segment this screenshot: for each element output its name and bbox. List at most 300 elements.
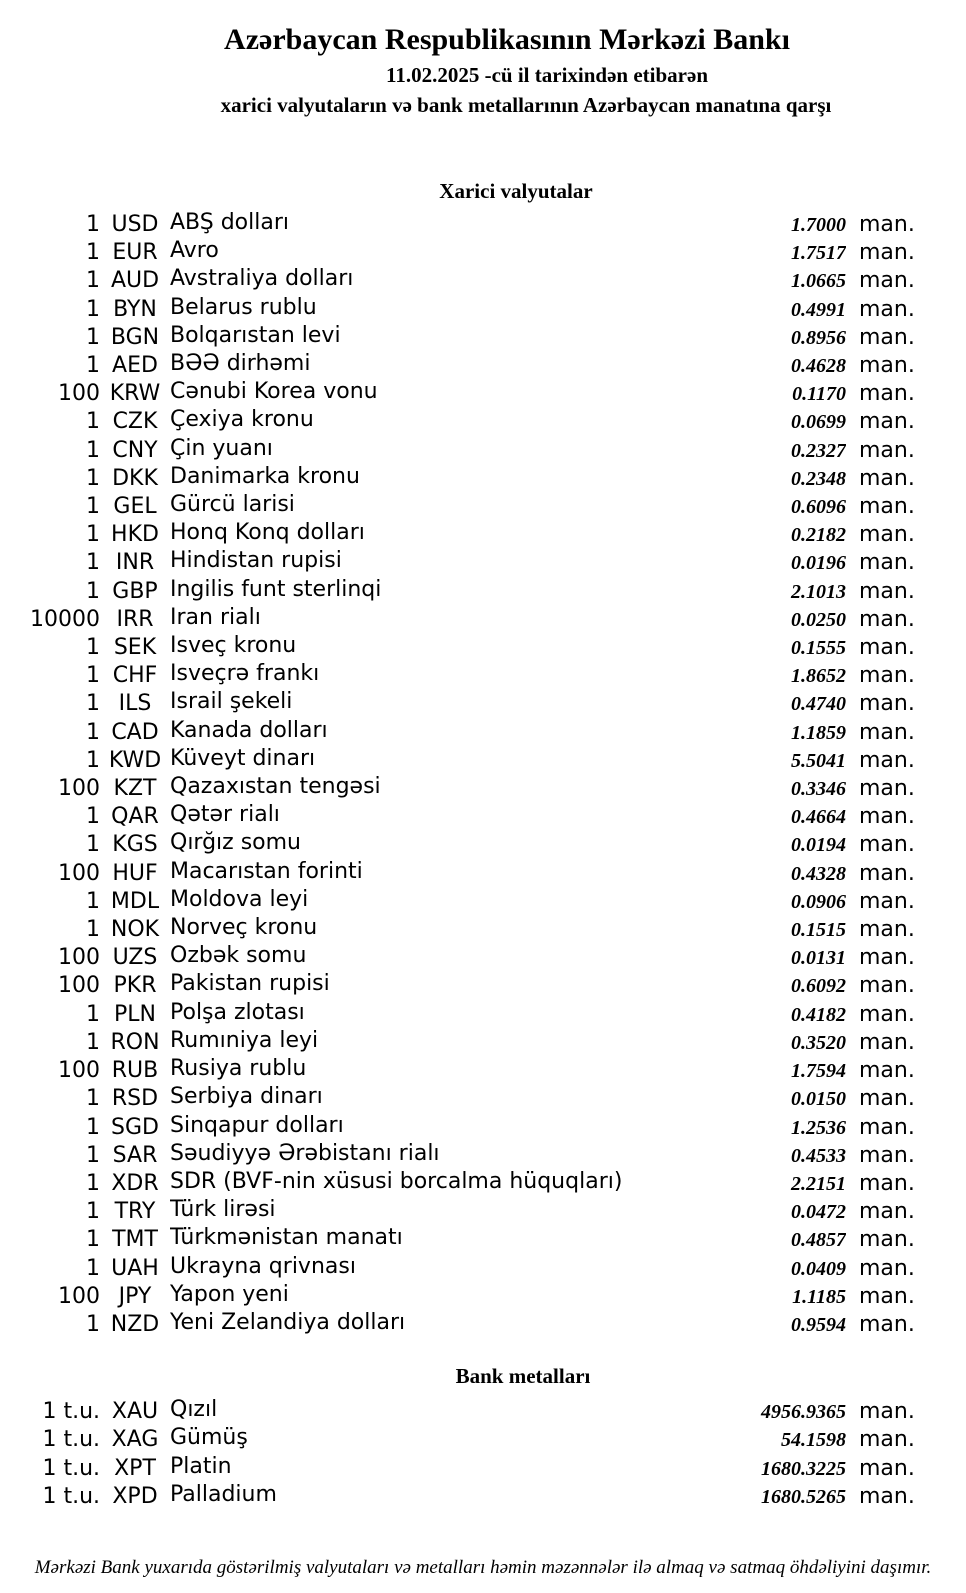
rate-value-cell: 0.2182 (791, 524, 846, 547)
currency-row (0, 1198, 966, 1226)
rate-value-cell: 1.0665 (791, 270, 846, 293)
rate-value-cell: 0.4664 (791, 806, 846, 829)
quantity-cell: 1 (86, 465, 100, 491)
currency-name-cell (170, 239, 670, 267)
manat-unit-cell: man. (859, 1255, 915, 1281)
currency-row (0, 944, 966, 972)
rate-value-cell: 0.0150 (791, 1088, 846, 1111)
currency-name: Avstraliya dolları (170, 267, 354, 292)
currency-name: BƏƏ dirhəmi (170, 352, 311, 377)
rate-value-cell: 0.4328 (791, 862, 846, 885)
rate-value-cell: 0.4857 (791, 1229, 846, 1252)
manat-unit-cell: man. (859, 296, 915, 322)
rate-value-cell: 2.1013 (791, 580, 846, 603)
quantity-cell: 1 (86, 804, 100, 830)
currency-name-cell (170, 831, 670, 859)
quantity-cell: 1 (86, 409, 100, 435)
currency-name: Kanada dolları (170, 718, 328, 743)
rate-value-cell: 0.0699 (791, 411, 846, 434)
currency-code-cell: HUF (112, 860, 158, 886)
currency-code-cell: CAD (111, 719, 159, 745)
currency-row (0, 437, 966, 465)
currency-name-cell (170, 747, 670, 775)
currency-name-cell (170, 1311, 670, 1339)
currency-row (0, 267, 966, 295)
metal-row (0, 1426, 966, 1454)
quantity-cell: 1 (86, 494, 100, 520)
currency-code-cell: XDR (111, 1170, 159, 1196)
rate-value-cell: 0.1555 (791, 637, 846, 660)
quantity-cell: 100 (58, 945, 100, 971)
currency-name-cell (170, 211, 670, 239)
currency-name-cell (170, 1057, 670, 1085)
metal-name-cell (170, 1398, 670, 1426)
manat-unit-cell: man. (859, 1170, 915, 1196)
rate-value-cell: 1.1185 (792, 1285, 846, 1308)
subtitle: xarici valyutaların və bank metallarının Azərbaycan manatına qarşı (220, 93, 832, 117)
quantity-cell: 1 (86, 719, 100, 745)
currency-name-cell (170, 549, 670, 577)
currency-name-cell (170, 944, 670, 972)
metal-code-cell: XPT (114, 1455, 156, 1481)
currency-name: Hindistan rupisi (170, 549, 342, 574)
currency-name-cell (170, 408, 670, 436)
quantity-cell: 1 (86, 268, 100, 294)
quantity-cell: 1 (86, 1170, 100, 1196)
currency-code-cell: TMT (112, 1227, 158, 1253)
currency-name: Norveç kronu (170, 916, 318, 941)
quantity-cell: 1 t.u. (42, 1455, 100, 1481)
quantity-cell: 1 t.u. (42, 1427, 100, 1453)
manat-unit-cell: man. (859, 240, 915, 266)
manat-unit-cell: man. (859, 212, 915, 237)
currency-name: Polşa zlotası (170, 1000, 305, 1025)
metal-name-cell (170, 1455, 670, 1483)
manat-unit-cell: man. (859, 578, 915, 604)
rate-value-cell: 0.0409 (791, 1257, 846, 1280)
currency-name: İsveçrə frankı (170, 662, 320, 687)
manat-unit-cell: man. (859, 465, 915, 491)
page-title: Azərbaycan Respublikasının Mərkəzi Bankı (224, 23, 790, 56)
metal-rates-table (0, 1398, 966, 1511)
currency-name: Honq Konq dolları (170, 521, 365, 546)
currency-name: Qətər rialı (170, 803, 280, 828)
currency-name: Ukrayna qrivnası (170, 1254, 356, 1279)
rate-value-cell: 1.7594 (791, 1060, 846, 1083)
currency-code-cell: BGN (110, 324, 160, 350)
currency-name: Belarus rublu (170, 295, 317, 320)
currency-row (0, 1170, 966, 1198)
quantity-cell: 1 (86, 1142, 100, 1168)
currency-code-cell: NOK (110, 917, 160, 943)
rate-value-cell: 0.0906 (791, 890, 846, 913)
currency-name-cell (170, 1114, 670, 1142)
currency-code-cell: KGS (112, 832, 158, 858)
metal-code-cell: XAG (111, 1427, 159, 1453)
currency-code-cell: HKD (111, 522, 159, 548)
manat-unit-cell: man. (859, 409, 915, 435)
manat-unit-cell: man. (859, 381, 915, 407)
quantity-cell: 1 (86, 691, 100, 717)
currency-row (0, 1255, 966, 1283)
rate-value-cell: 1.7000 (791, 214, 846, 236)
quantity-cell: 1 t.u. (42, 1483, 100, 1509)
currency-code-cell: RON (110, 1029, 160, 1055)
rate-value-cell: 1680.5265 (761, 1485, 846, 1508)
currency-name-cell (170, 1170, 670, 1198)
currency-code-cell: JPY (118, 1283, 152, 1309)
currency-code-cell: DKK (112, 465, 158, 491)
quantity-cell: 1 (86, 1001, 100, 1027)
currency-name: Çexiya kronu (170, 408, 314, 433)
currency-row (0, 324, 966, 352)
rate-value-cell: 0.4182 (791, 1003, 846, 1026)
currency-name: Türk lirəsi (170, 1198, 276, 1223)
quantity-cell: 1 (86, 888, 100, 914)
currency-code-cell: RUB (111, 1058, 159, 1084)
quantity-cell: 1 (86, 437, 100, 463)
currency-row (0, 860, 966, 888)
currency-row (0, 888, 966, 916)
currency-code-cell: TRY (114, 1199, 156, 1225)
rate-value-cell: 4956.9365 (761, 1401, 846, 1424)
currency-row (0, 803, 966, 831)
currency-row (0, 747, 966, 775)
currency-name: Qırğız somu (170, 831, 302, 856)
manat-unit-cell: man. (859, 1483, 915, 1509)
currency-code-cell: ILS (118, 691, 152, 717)
quantity-cell: 1 (86, 635, 100, 661)
rate-value-cell: 0.0250 (791, 608, 846, 631)
currency-code-cell: BYN (113, 296, 157, 322)
currency-name: Rumıniya leyi (170, 1028, 319, 1053)
rate-value-cell: 0.0194 (791, 834, 846, 857)
disclaimer-text: Mərkəzi Bank yuxarıda göstərilmiş valyutaları və metalları həmin məzənnələr ilə almaq və satmaq öhdəliyini daşımır. (34, 1556, 932, 1578)
currency-name: Cənubi Korea vonu (170, 380, 378, 405)
quantity-cell: 1 (86, 832, 100, 858)
rate-value-cell: 0.0131 (791, 947, 846, 970)
currency-rates-table (0, 211, 966, 1339)
currency-name-cell (170, 493, 670, 521)
quantity-cell: 1 (86, 1029, 100, 1055)
currency-code-cell: NZD (110, 1311, 160, 1337)
currency-row (0, 831, 966, 859)
currency-name: Sinqapur dolları (170, 1113, 344, 1138)
quantity-cell: 1 (86, 1086, 100, 1112)
currency-name-cell (170, 521, 670, 549)
manat-unit-cell: man. (859, 1311, 915, 1337)
quantity-cell: 1 (86, 212, 100, 237)
manat-unit-cell: man. (859, 635, 915, 661)
rate-value-cell: 0.8956 (791, 326, 846, 349)
metal-name-cell (170, 1483, 670, 1511)
currency-code-cell: RSD (111, 1086, 159, 1112)
rate-value-cell: 0.3346 (791, 778, 846, 801)
manat-unit-cell: man. (859, 1029, 915, 1055)
currency-name-cell (170, 662, 670, 690)
manat-unit-cell: man. (859, 324, 915, 350)
currency-row (0, 634, 966, 662)
currency-row (0, 578, 966, 606)
quantity-cell: 100 (58, 381, 100, 407)
currency-name: Pakistan rupisi (170, 972, 330, 997)
currency-name-cell (170, 578, 670, 606)
metal-code-cell: XAU (111, 1399, 159, 1425)
currency-code-cell: GEL (113, 494, 157, 520)
rate-value-cell: 1.2536 (791, 1116, 846, 1139)
currency-row (0, 916, 966, 944)
rate-value-cell: 1680.3225 (761, 1457, 846, 1480)
rate-value-cell: 54.1598 (781, 1429, 846, 1452)
currency-code-cell: MDL (110, 888, 160, 914)
currency-row (0, 1057, 966, 1085)
currency-name: Danimarka kronu (170, 464, 360, 489)
currency-row (0, 1029, 966, 1057)
rate-value-cell: 0.3520 (791, 1031, 846, 1054)
currency-row (0, 493, 966, 521)
manat-unit-cell: man. (859, 747, 915, 773)
currency-name-cell (170, 324, 670, 352)
currency-name: İran rialı (170, 605, 261, 630)
currency-row (0, 1226, 966, 1254)
currency-name: Səudiyyə Ərəbistanı rialı (170, 1141, 440, 1166)
currency-row (0, 662, 966, 690)
quantity-cell: 1 (86, 1227, 100, 1253)
quantity-cell: 1 (86, 353, 100, 379)
currency-name: Yeni Zelandiya dolları (170, 1310, 406, 1335)
quantity-cell: 1 (86, 1114, 100, 1140)
quantity-cell: 1 (86, 240, 100, 266)
currency-name: İngilis funt sterlinqi (170, 577, 382, 602)
rate-value-cell: 0.9594 (791, 1313, 846, 1336)
currency-name-cell (170, 267, 670, 295)
manat-unit-cell: man. (859, 973, 915, 999)
currency-row (0, 775, 966, 803)
currency-name-cell (170, 1029, 670, 1057)
quantity-cell: 100 (58, 1058, 100, 1084)
currency-name: Gürcü larisi (170, 493, 295, 518)
metal-name: Platin (170, 1454, 232, 1479)
currency-code-cell: PKR (113, 973, 157, 999)
rate-value-cell: 0.4991 (791, 298, 846, 321)
manat-unit-cell: man. (859, 1199, 915, 1225)
rate-value-cell: 0.1170 (792, 383, 846, 406)
quantity-cell: 1 (86, 324, 100, 350)
quantity-cell: 1 (86, 578, 100, 604)
rate-value-cell: 0.6092 (791, 975, 846, 998)
currency-code-cell: SAR (112, 1142, 158, 1168)
currency-row (0, 380, 966, 408)
currency-name: Rusiya rublu (170, 1057, 307, 1082)
currency-name-cell (170, 1283, 670, 1311)
currency-name: Qazaxıstan tengəsi (170, 775, 381, 800)
manat-unit-cell: man. (859, 945, 915, 971)
manat-unit-cell: man. (859, 550, 915, 576)
currency-code-cell: CHF (112, 663, 158, 689)
quantity-cell: 1 (86, 917, 100, 943)
metal-name: Gümüş (170, 1426, 248, 1451)
currency-name-cell (170, 888, 670, 916)
currency-code-cell: AUD (110, 268, 160, 294)
currency-name: Avro (170, 239, 219, 264)
currency-code-cell: QAR (111, 804, 159, 830)
currency-row (0, 1311, 966, 1339)
currency-row (0, 1001, 966, 1029)
currency-name-cell (170, 606, 670, 634)
manat-unit-cell: man. (859, 663, 915, 689)
currency-name: Macarıstan forinti (170, 859, 363, 884)
currency-code-cell: EUR (112, 240, 158, 266)
rate-value-cell: 0.2348 (791, 467, 846, 490)
manat-unit-cell: man. (859, 860, 915, 886)
currency-row (0, 1283, 966, 1311)
manat-unit-cell: man. (859, 1114, 915, 1140)
currency-name-cell (170, 1255, 670, 1283)
currency-name: İsveç kronu (170, 634, 297, 659)
rate-value-cell: 0.1515 (791, 919, 846, 942)
manat-unit-cell: man. (859, 1086, 915, 1112)
quantity-cell: 1 (86, 1311, 100, 1337)
currency-row (0, 211, 966, 239)
currency-name-cell (170, 690, 670, 718)
currency-code-cell: INR (115, 550, 155, 576)
currency-row (0, 1114, 966, 1142)
currency-name-cell (170, 1226, 670, 1254)
manat-unit-cell: man. (859, 1399, 915, 1425)
quantity-cell: 1 (86, 663, 100, 689)
currency-name-cell (170, 775, 670, 803)
rate-value-cell: 1.1859 (791, 721, 846, 744)
currency-name-cell (170, 380, 670, 408)
currency-code-cell: KRW (109, 381, 161, 407)
quantity-cell: 1 t.u. (42, 1399, 100, 1425)
currency-name-cell (170, 719, 670, 747)
quantity-cell: 1 (86, 747, 100, 773)
quantity-cell: 100 (58, 776, 100, 802)
metal-code-cell: XPD (112, 1483, 158, 1509)
currency-name: Serbiya dinarı (170, 1085, 323, 1110)
manat-unit-cell: man. (859, 1001, 915, 1027)
manat-unit-cell: man. (859, 888, 915, 914)
rate-value-cell: 0.4533 (791, 1144, 846, 1167)
manat-unit-cell: man. (859, 1142, 915, 1168)
effective-date-line: 11.02.2025 -cü il tarixindən etibarən (386, 63, 708, 87)
manat-unit-cell: man. (859, 1283, 915, 1309)
currency-name: Bolqarıstan levi (170, 323, 341, 348)
manat-unit-cell: man. (859, 832, 915, 858)
metal-name: Qızıl (170, 1398, 218, 1423)
currency-name-cell (170, 437, 670, 465)
currency-name-cell (170, 972, 670, 1000)
currency-name: Özbək somu (170, 944, 307, 969)
currency-row (0, 521, 966, 549)
currency-code-cell: AED (112, 353, 158, 379)
quantity-cell: 1 (86, 296, 100, 322)
quantity-cell: 1 (86, 1255, 100, 1281)
currency-code-cell: IRR (116, 606, 154, 632)
currency-code-cell: CZK (112, 409, 158, 435)
currency-row (0, 1142, 966, 1170)
rate-value-cell: 0.0472 (791, 1201, 846, 1224)
currency-name-cell (170, 1142, 670, 1170)
quantity-cell: 100 (58, 860, 100, 886)
currency-code-cell: UZS (112, 945, 158, 971)
currency-code-cell: UAH (111, 1255, 159, 1281)
currency-row (0, 606, 966, 634)
metal-row (0, 1483, 966, 1511)
rate-value-cell: 0.2327 (791, 439, 846, 462)
manat-unit-cell: man. (859, 522, 915, 548)
currency-name: ABŞ dolları (170, 211, 290, 235)
currency-name: Türkmənistan manatı (170, 1226, 403, 1251)
currency-row (0, 296, 966, 324)
quantity-cell: 1 (86, 550, 100, 576)
manat-unit-cell: man. (859, 1427, 915, 1453)
currency-name-cell (170, 296, 670, 324)
currency-row (0, 352, 966, 380)
rate-value-cell: 0.4628 (791, 355, 846, 378)
quantity-cell: 100 (58, 973, 100, 999)
rate-value-cell: 2.2151 (791, 1172, 846, 1195)
manat-unit-cell: man. (859, 1227, 915, 1253)
currency-row (0, 690, 966, 718)
manat-unit-cell: man. (859, 1058, 915, 1084)
manat-unit-cell: man. (859, 437, 915, 463)
currency-name-cell (170, 860, 670, 888)
manat-unit-cell: man. (859, 917, 915, 943)
currency-name-cell (170, 916, 670, 944)
quantity-cell: 100 (58, 1283, 100, 1309)
quantity-cell: 1 (86, 1199, 100, 1225)
rate-value-cell: 5.5041 (791, 749, 846, 772)
rate-value-cell: 1.8652 (791, 665, 846, 688)
currency-name: Yapon yeni (170, 1282, 289, 1307)
currency-code-cell: PLN (114, 1001, 156, 1027)
manat-unit-cell: man. (859, 494, 915, 520)
section-title-foreign-currencies: Xarici valyutalar (439, 179, 593, 203)
currency-name-cell (170, 1085, 670, 1113)
manat-unit-cell: man. (859, 804, 915, 830)
manat-unit-cell: man. (859, 268, 915, 294)
metal-row (0, 1398, 966, 1426)
rate-value-cell: 1.7517 (791, 242, 846, 265)
currency-name: Küveyt dinarı (170, 746, 316, 771)
currency-code-cell: USD (111, 212, 159, 237)
section-title-bank-metals: Bank metalları (455, 1364, 591, 1389)
metal-name: Palladium (170, 1482, 277, 1507)
currency-row (0, 239, 966, 267)
currency-name-cell (170, 465, 670, 493)
metal-row (0, 1455, 966, 1483)
currency-name-cell (170, 803, 670, 831)
manat-unit-cell: man. (859, 776, 915, 802)
manat-unit-cell: man. (859, 719, 915, 745)
currency-code-cell: KZT (113, 776, 157, 802)
currency-name: İsrail şekeli (170, 690, 293, 715)
quantity-cell: 10000 (30, 606, 100, 632)
manat-unit-cell: man. (859, 691, 915, 717)
currency-name: Moldova leyi (170, 887, 309, 912)
currency-code-cell: CNY (112, 437, 158, 463)
currency-row (0, 719, 966, 747)
rate-value-cell: 0.0196 (791, 552, 846, 575)
currency-code-cell: KWD (108, 747, 162, 773)
manat-unit-cell: man. (859, 606, 915, 632)
metal-name-cell (170, 1426, 670, 1454)
manat-unit-cell: man. (859, 1455, 915, 1481)
quantity-cell: 1 (86, 522, 100, 548)
currency-row (0, 1085, 966, 1113)
